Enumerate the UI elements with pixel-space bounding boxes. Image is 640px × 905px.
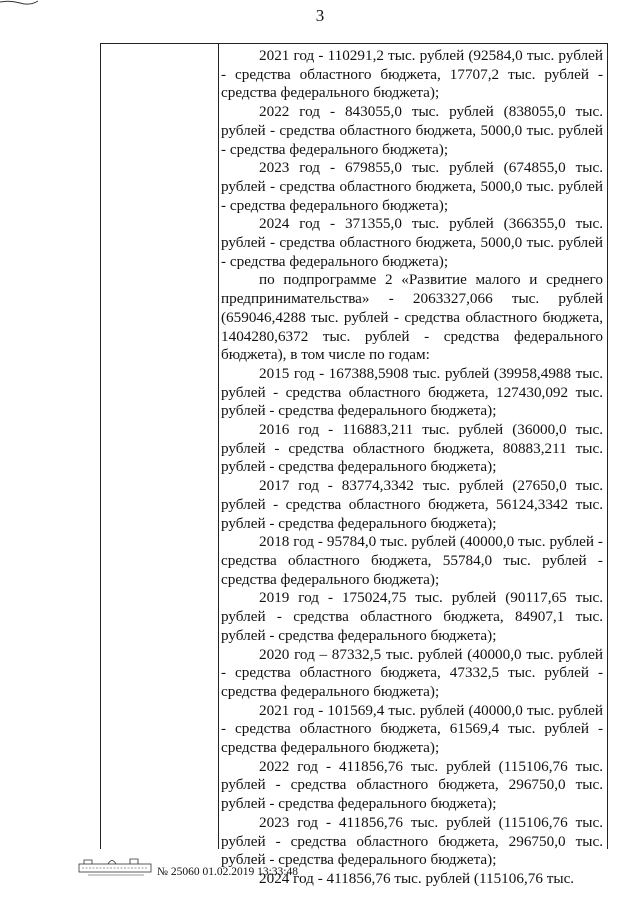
table-text-cell: [221, 47, 603, 889]
document-registration-number: № 25060 01.02.2019 13:33:48: [157, 866, 298, 878]
paragraph: 2022 год - 843055,0 тыс. рублей (838055,0 тыс. рублей - средства областного бюджета, 5000,0 тыс. рублей - средства федерального бюджета);: [221, 103, 603, 158]
paragraph: по подпрограмме 2 «Развитие малого и среднего предпринимательства» - 2063327,066 тыс. рублей (659046,4288 тыс. рублей - средства областного бюджета, 1404280,6372 тыс. рублей - средства федерального бюджета), в том числе по годам:: [221, 271, 603, 364]
paragraph: 2019 год - 175024,75 тыс. рублей (90117,65 тыс. рублей - средства областного бюджета, 84907,1 тыс. рублей - средства федерального бюджета);: [221, 589, 603, 644]
paragraph: 2023 год - 679855,0 тыс. рублей (674855,0 тыс. рублей - средства областного бюджета, 5000,0 тыс. рублей - средства федерального бюджета);: [221, 159, 603, 214]
paragraph: 2017 год - 83774,3342 тыс. рублей (27650,0 тыс. рублей - средства областного бюджета, 56124,3342 тыс. рублей - средства федерального бюджета);: [221, 477, 603, 532]
paragraph: 2021 год - 110291,2 тыс. рублей (92584,0 тыс. рублей - средства областного бюджета, 17707,2 тыс. рублей - средства федерального бюджета);: [221, 47, 603, 102]
paragraph: 2016 год - 116883,211 тыс. рублей (36000,0 тыс. рублей - средства областного бюджета, 80883,211 тыс. рублей - средства федерального бюджета);: [221, 421, 603, 476]
registration-stamp-icon: [78, 856, 154, 878]
paragraph: 2018 год - 95784,0 тыс. рублей (40000,0 тыс. рублей - средства областного бюджета, 55784,0 тыс. рублей - средства федерального бюджета);: [221, 533, 603, 588]
paragraph: 2024 год - 371355,0 тыс. рублей (366355,0 тыс. рублей - средства областного бюджета, 5000,0 тыс. рублей - средства федерального бюджета);: [221, 215, 603, 270]
column-divider: [218, 44, 219, 849]
paragraph: 2015 год - 167388,5908 тыс. рублей (39958,4988 тыс. рублей - средства областного бюджета, 127430,092 тыс. рублей - средства федерального бюджета);: [221, 364, 603, 420]
page-number: 3: [315, 6, 325, 25]
paragraph: 2022 год - 411856,76 тыс. рублей (115106,76 тыс. рублей - средства областного бюджета, 296750,0 тыс. рублей - средства федерального бюджета);: [221, 757, 603, 813]
paragraph: 2021 год - 101569,4 тыс. рублей (40000,0 тыс. рублей - средства областного бюджета, 61569,4 тыс. рублей - средства федерального бюджета);: [221, 701, 603, 757]
paragraph: 2024 год - 411856,76 тыс. рублей (115106,76 тыс.: [259, 869, 575, 887]
paragraph: 2023 год - 411856,76 тыс. рублей (115106,76 тыс. рублей - средства областного бюджета, 296750,0 тыс. рублей - средства федерального бюджета);: [221, 813, 603, 869]
paragraph: 2020 год – 87332,5 тыс. рублей (40000,0 тыс. рублей - средства областного бюджета, 47332,5 тыс. рублей - средства федерального бюджета);: [221, 645, 603, 700]
